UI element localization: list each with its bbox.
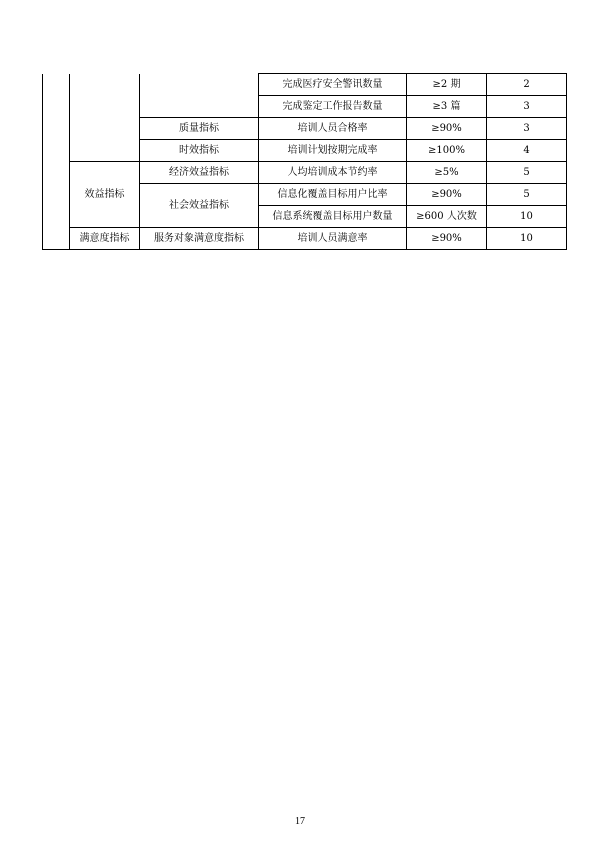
level2-indicator-cell: 效益指标 [70,162,140,228]
table-row [43,228,567,250]
level1-indicator-cell [43,74,70,250]
target-value-cell: ≥90% [407,184,487,206]
level2-indicator-cell [70,74,140,162]
target-value-cell: ≥3 篇 [407,96,487,118]
level2-indicator-cell: 满意度指标 [70,228,140,250]
score-cell: 4 [487,140,567,162]
indicator-name-cell: 信息系统覆盖目标用户数量 [259,206,407,228]
indicator-name-cell: 培训人员满意率 [259,228,407,250]
score-cell: 3 [487,96,567,118]
indicator-name-cell: 完成医疗安全警讯数量 [259,74,407,96]
score-cell: 10 [487,206,567,228]
level3-indicator-cell: 经济效益指标 [140,162,259,184]
target-value-cell: ≥5% [407,162,487,184]
table-row [43,74,567,96]
level3-indicator-cell: 服务对象满意度指标 [140,228,259,250]
page-number: 17 [295,816,305,827]
indicator-name-cell: 培训人员合格率 [259,118,407,140]
level3-indicator-cell: 社会效益指标 [140,184,259,228]
indicator-name-cell: 完成鉴定工作报告数量 [259,96,407,118]
score-cell: 2 [487,74,567,96]
target-value-cell: ≥100% [407,140,487,162]
target-value-cell: ≥600 人次数 [407,206,487,228]
level3-indicator-cell: 时效指标 [140,140,259,162]
indicator-name-cell: 人均培训成本节约率 [259,162,407,184]
indicator-name-cell: 培训计划按期完成率 [259,140,407,162]
level3-indicator-cell: 质量指标 [140,118,259,140]
target-value-cell: ≥90% [407,228,487,250]
score-cell: 5 [487,184,567,206]
score-cell: 3 [487,118,567,140]
score-cell: 5 [487,162,567,184]
performance-indicator-table [42,73,567,250]
score-cell: 10 [487,228,567,250]
target-value-cell: ≥90% [407,118,487,140]
table-row [43,162,567,184]
target-value-cell: ≥2 期 [407,74,487,96]
indicator-name-cell: 信息化覆盖目标用户比率 [259,184,407,206]
level3-indicator-cell [140,74,259,118]
